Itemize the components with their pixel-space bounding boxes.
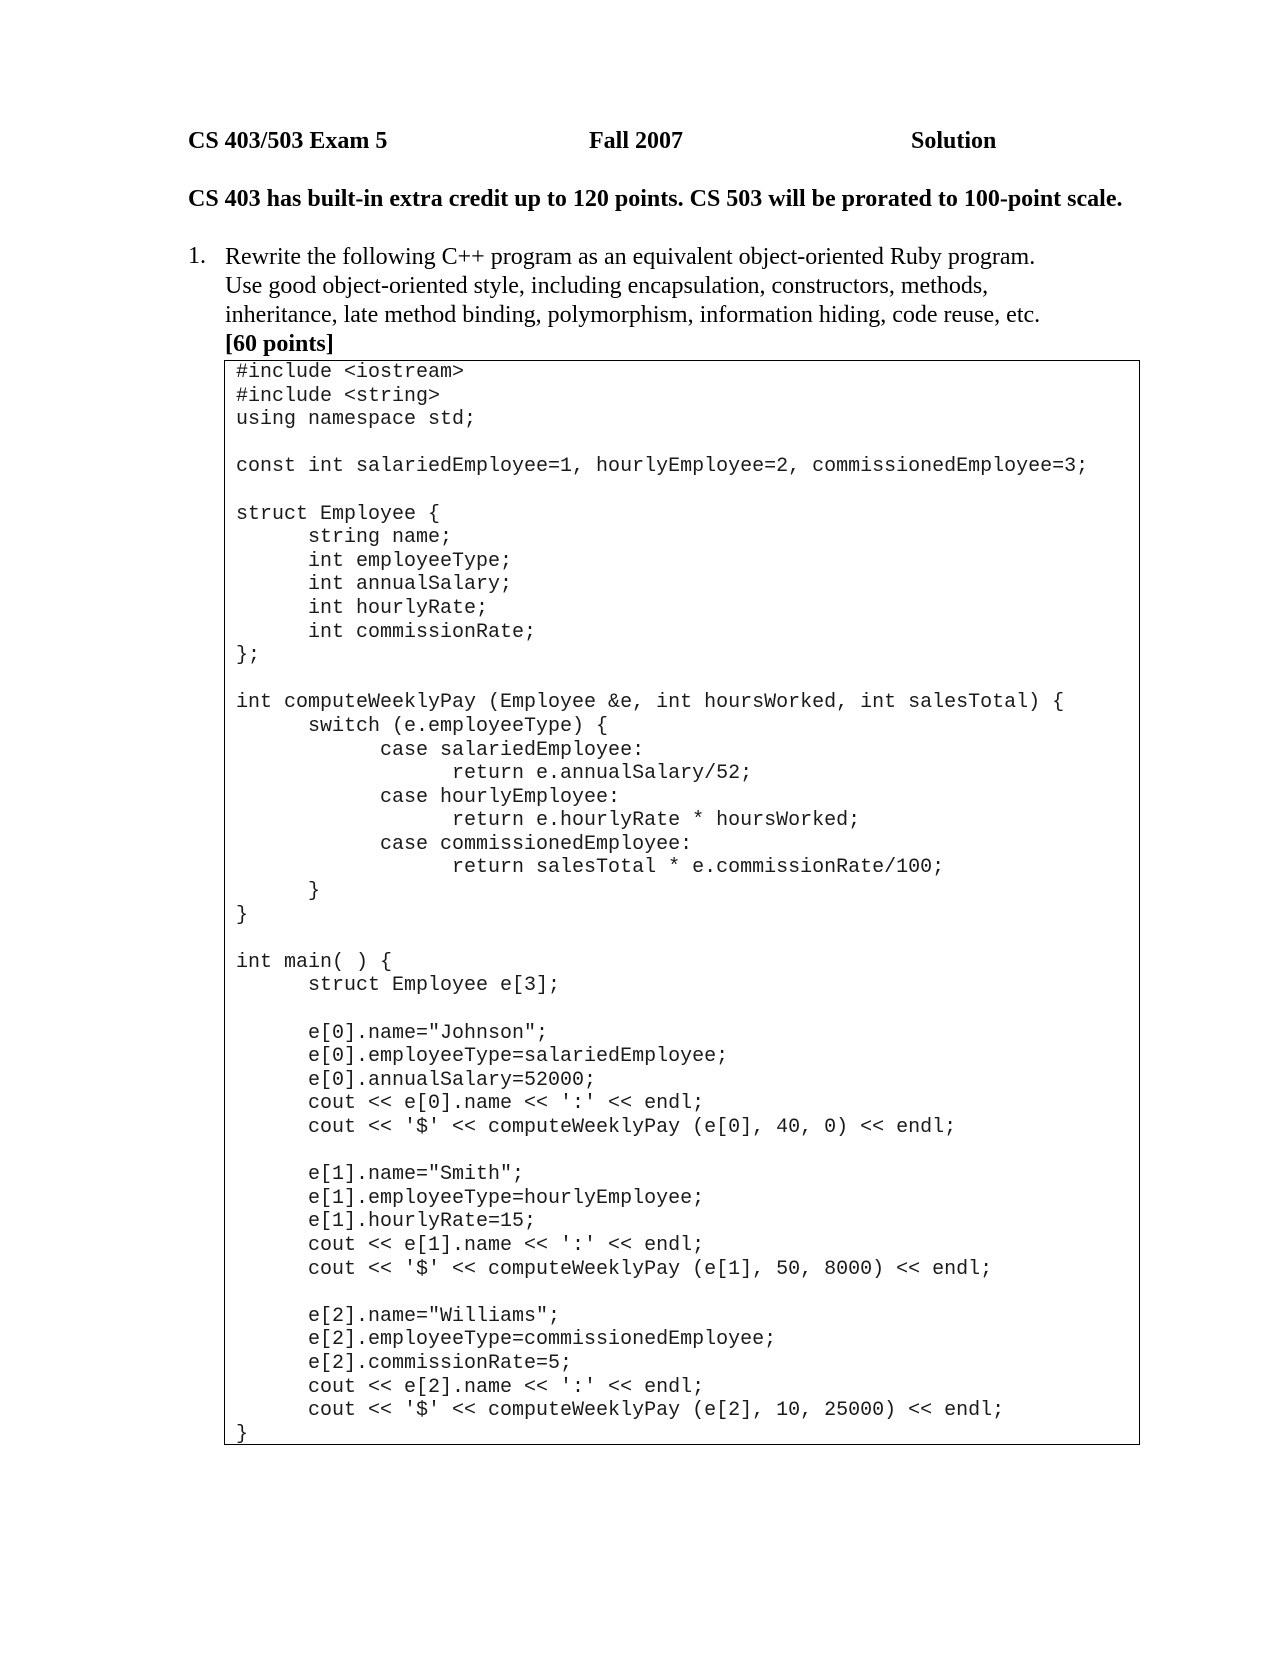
code-line: struct Employee e[3]; — [236, 974, 561, 998]
code-line: int computeWeeklyPay (Employee &e, int hoursWorked, int salesTotal) { — [236, 691, 1065, 715]
code-line — [236, 1281, 1139, 1305]
code-line: e[1].hourlyRate=15; — [236, 1210, 537, 1234]
code-line: int employeeType; — [236, 549, 513, 573]
code-line — [236, 927, 1139, 951]
code-line: }; — [236, 644, 261, 668]
code-line: const int salariedEmployee=1, hourlyEmployee=2, commissionedEmployee=3; — [236, 455, 1089, 479]
code-line — [236, 479, 1139, 503]
code-line: using namespace std; — [236, 408, 477, 432]
code-line: cout << e[0].name << ':' << endl; — [236, 1092, 705, 1116]
code-line: } — [236, 1422, 249, 1445]
course-title: CS 403/503 Exam 5 — [188, 128, 388, 154]
question-line: Rewrite the following C++ program as an equivalent object-oriented Ruby program. — [225, 244, 1036, 270]
code-line — [236, 432, 1139, 456]
code-line: e[0].name="Johnson"; — [236, 1021, 549, 1045]
credit-note: CS 403 has built-in extra credit up to 120 points. CS 503 will be prorated to 100-point scale. — [188, 186, 1123, 212]
code-line: string name; — [236, 526, 453, 550]
code-line: #include <iostream> — [236, 361, 465, 384]
code-line: case hourlyEmployee: — [236, 785, 621, 809]
code-line — [236, 668, 1139, 692]
code-line: e[2].commissionRate=5; — [236, 1351, 573, 1375]
code-line: case commissionedEmployee: — [236, 832, 693, 856]
code-line: } — [236, 880, 321, 904]
code-line: cout << '$' << computeWeeklyPay (e[1], 50, 8000) << endl; — [236, 1257, 993, 1281]
code-line: #include <string> — [236, 384, 441, 408]
code-line: int main( ) { — [236, 950, 393, 974]
code-line: e[2].employeeType=commissionedEmployee; — [236, 1328, 777, 1352]
code-line: int hourlyRate; — [236, 596, 489, 620]
question-line: Use good object-oriented style, including encapsulation, constructors, methods, — [225, 273, 989, 299]
code-line: e[2].name="Williams"; — [236, 1304, 561, 1328]
code-line — [236, 1140, 1139, 1164]
code-line: return salesTotal * e.commissionRate/100; — [236, 856, 945, 880]
code-line: switch (e.employeeType) { — [236, 714, 609, 738]
code-line: cout << e[1].name << ':' << endl; — [236, 1233, 705, 1257]
code-line: struct Employee { — [236, 502, 441, 526]
solution-label: Solution — [911, 128, 997, 154]
question-points: [60 points] — [225, 331, 334, 357]
code-line: } — [236, 903, 249, 927]
code-line: cout << '$' << computeWeeklyPay (e[0], 40, 0) << endl; — [236, 1116, 957, 1139]
code-line: int annualSalary; — [236, 573, 513, 597]
code-line: cout << e[2].name << ':' << endl; — [236, 1375, 705, 1399]
code-line: e[0].annualSalary=52000; — [236, 1068, 597, 1092]
question-number: 1. — [188, 243, 206, 269]
code-line: return e.annualSalary/52; — [236, 762, 753, 786]
code-line: return e.hourlyRate * hoursWorked; — [236, 809, 861, 833]
code-line: int commissionRate; — [236, 620, 537, 644]
code-line: e[1].name="Smith"; — [236, 1163, 525, 1187]
code-listing — [224, 360, 1140, 1445]
question-text — [225, 243, 1145, 359]
code-line: cout << '$' << computeWeeklyPay (e[2], 10, 25000) << endl; — [236, 1399, 1005, 1423]
code-line: e[1].employeeType=hourlyEmployee; — [236, 1186, 705, 1210]
code-line — [236, 998, 1139, 1022]
exam-header — [188, 128, 1188, 162]
exam-term: Fall 2007 — [589, 128, 683, 154]
code-line: case salariedEmployee: — [236, 738, 645, 762]
code-line: e[0].employeeType=salariedEmployee; — [236, 1045, 729, 1069]
question-line: inheritance, late method binding, polymorphism, information hiding, code reuse, etc. — [225, 302, 1041, 328]
